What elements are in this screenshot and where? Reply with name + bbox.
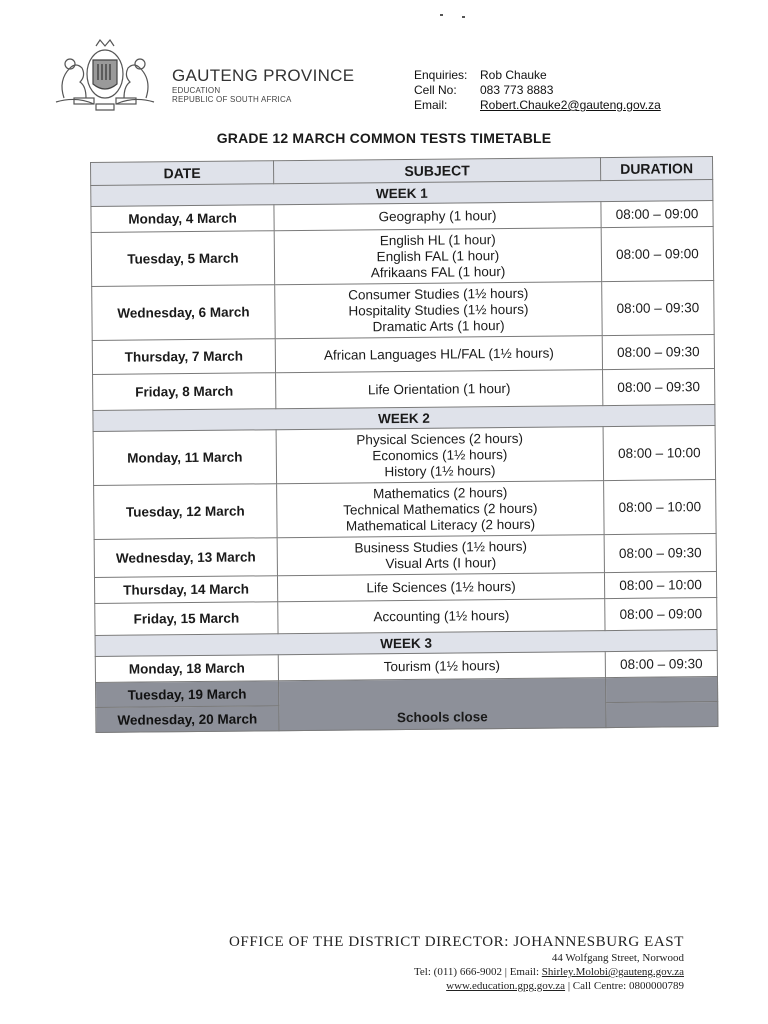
office-title: OFFICE OF THE DISTRICT DIRECTOR: JOHANNESBURG EAST (228, 934, 684, 950)
table-row (93, 426, 715, 486)
subject-line: Economics (1½ hours) (372, 446, 508, 463)
subject-cell (277, 573, 604, 602)
duration-cell: 08:00 – 10:00 (604, 572, 716, 599)
date-cell: Tuesday, 19 March (95, 681, 278, 708)
date-cell: Wednesday, 6 March (92, 285, 276, 341)
week-label: WEEK 2 (93, 405, 715, 432)
date-cell: Thursday, 14 March (94, 576, 277, 604)
table-row (94, 480, 716, 540)
subject-line: Tourism (1½ hours) (383, 657, 501, 674)
cell-value: 083 773 8883 (480, 83, 554, 97)
duration-cell: 08:00 – 10:00 (604, 480, 717, 535)
date-cell: Wednesday, 20 March (96, 706, 279, 733)
duration-cell: 08:00 – 09:00 (601, 227, 714, 282)
call-centre: Call Centre: 0800000789 (572, 980, 684, 992)
coat-of-arms-logo (46, 38, 164, 112)
cell-label: Cell No: (414, 83, 457, 97)
office-telephone: Tel: (011) 666-9002 (413, 966, 502, 978)
subject-line: Life Orientation (1 hour) (367, 380, 511, 397)
timetable (90, 156, 718, 733)
subject-cell (275, 336, 602, 373)
subject-cell (276, 370, 603, 409)
duration-cell: 08:00 – 09:00 (601, 201, 713, 228)
office-email-link[interactable]: Shirley.Molobi@gauteng.gov.za (541, 966, 684, 978)
subject-cell (274, 202, 601, 231)
subject-line: African Languages HL/FAL (1½ hours) (323, 345, 554, 363)
subject-line: Dramatic Arts (1 hour) (372, 317, 505, 334)
subject-line: Hospitality Studies (1½ hours) (348, 301, 529, 319)
date-cell: Tuesday, 12 March (94, 484, 278, 540)
subject-cell (276, 427, 604, 484)
column-header-date: DATE (91, 161, 274, 186)
subject-line: Afrikaans FAL (1 hour) (370, 263, 506, 280)
date-cell: Tuesday, 5 March (91, 231, 275, 287)
page-title: GRADE 12 MARCH COMMON TESTS TIMETABLE (216, 130, 552, 146)
subject-line: History (1½ hours) (384, 462, 496, 479)
separator: | (504, 966, 510, 978)
duration-cell-empty (606, 701, 718, 727)
table-row (94, 534, 716, 578)
subject-line: English HL (1 hour) (379, 231, 496, 248)
subject-line: Life Sciences (1½ hours) (366, 578, 516, 595)
scan-speck (462, 16, 465, 18)
subject-cell (277, 481, 605, 538)
subject-line: Accounting (1½ hours) (373, 607, 510, 624)
email-label: Email: (414, 98, 448, 112)
column-header-duration: DURATION (600, 157, 712, 181)
office-web (229, 979, 684, 993)
contact-block (414, 68, 661, 113)
organisation-name: GAUTENG PROVINCE (172, 66, 355, 85)
column-header-subject: SUBJECT (273, 158, 600, 184)
date-cell: Wednesday, 13 March (94, 538, 277, 578)
subject-line: Visual Arts (I hour) (385, 554, 497, 571)
duration-cell: 08:00 – 09:00 (605, 598, 717, 631)
table-row (93, 369, 715, 411)
separator: | (567, 980, 573, 992)
subject-line: Business Studies (1½ hours) (354, 538, 528, 555)
duration-cell: 08:00 – 09:30 (602, 335, 714, 370)
subject-cell (274, 228, 602, 285)
enquiries-label: Enquiries: (414, 68, 468, 82)
office-address: 44 Wolfgang Street, Norwood (551, 952, 684, 964)
subject-cell (278, 652, 605, 681)
date-cell: Friday, 8 March (93, 373, 276, 411)
date-cell: Friday, 15 March (95, 602, 278, 636)
duration-cell: 08:00 – 09:30 (604, 534, 716, 573)
subject-cell (275, 282, 603, 339)
subject-line: Mathematics (2 hours) (372, 484, 508, 501)
schools-close-note: Schools close (278, 678, 605, 731)
subject-line: Mathematical Literacy (2 hours) (345, 516, 536, 534)
subject-line: Physical Sciences (2 hours) (356, 430, 524, 447)
subject-cell (278, 599, 605, 634)
duration-cell: 08:00 – 10:00 (603, 426, 716, 481)
organisation-block (172, 66, 354, 104)
table-row (91, 227, 713, 287)
date-cell: Thursday, 7 March (92, 339, 275, 375)
footer-block (229, 934, 684, 993)
office-contacts (229, 965, 684, 979)
week-label: WEEK 3 (95, 630, 717, 657)
week-label: WEEK 1 (91, 180, 713, 207)
office-email-label: Email: (509, 966, 540, 978)
enquiries-value: Rob Chauke (480, 68, 547, 82)
duration-cell-empty (605, 677, 717, 703)
table-row (92, 281, 714, 341)
subject-line: English FAL (1 hour) (376, 247, 500, 264)
subject-line: Consumer Studies (1½ hours) (348, 285, 529, 303)
organisation-country: REPUBLIC OF SOUTH AFRICA (172, 95, 292, 104)
duration-cell: 08:00 – 09:30 (603, 369, 715, 406)
subject-cell (277, 535, 604, 576)
date-cell: Monday, 4 March (91, 205, 274, 233)
contact-email-link[interactable]: Robert.Chauke2@gauteng.gov.za (480, 98, 661, 112)
subject-line: Geography (1 hour) (378, 207, 497, 224)
duration-cell: 08:00 – 09:30 (602, 281, 715, 336)
subject-line: Technical Mathematics (2 hours) (343, 500, 538, 518)
date-cell: Monday, 11 March (93, 430, 277, 486)
organisation-department: EDUCATION (172, 86, 221, 95)
duration-cell: 08:00 – 09:30 (605, 651, 717, 678)
website-link[interactable]: www.education.gpg.gov.za (446, 980, 566, 992)
date-cell: Monday, 18 March (95, 655, 278, 683)
scan-speck (440, 14, 443, 16)
